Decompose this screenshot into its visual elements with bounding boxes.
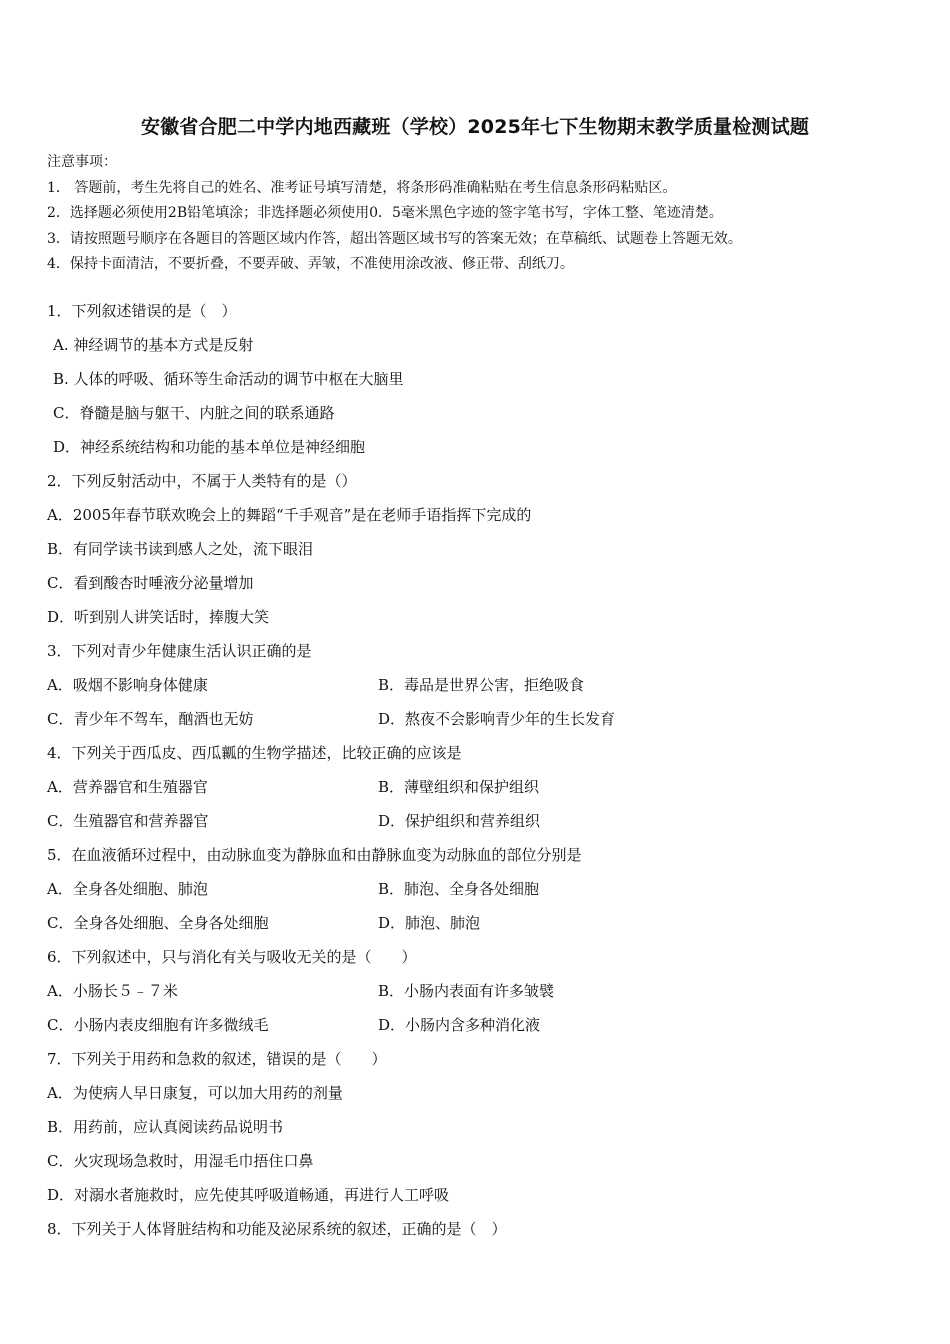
page-title: 安徽省合肥二中学内地西藏班（学校）2025年七下生物期末教学质量检测试题 <box>140 116 810 138</box>
question-option: B．肺泡、全身各处细胞 <box>378 880 540 898</box>
question-option: D．肺泡、肺泡 <box>378 914 481 932</box>
notice-item: 2．选择题必须使用2B铅笔填涂；非选择题必须使用0．5毫米黑色字迹的签字笔书写，字体工整、笔迹清楚。 <box>47 205 723 221</box>
notice-item: 3．请按照题号顺序在各题目的答题区域内作答，超出答题区域书写的答案无效；在草稿纸、试题卷上答题无效。 <box>47 230 742 247</box>
question-option: C．小肠内表皮细胞有许多微绒毛 <box>47 1016 269 1034</box>
option-row <box>47 806 927 840</box>
question-option: D．神经系统结构和功能的基本单位是神经细胞 <box>53 438 366 456</box>
question-stem: 1．下列叙述错误的是（ ） <box>47 302 237 320</box>
question-option: B. 人体的呼吸、循环等生命活动的调节中枢在大脑里 <box>53 370 404 388</box>
option-row <box>47 670 927 704</box>
question-option: A．小肠长５﹣７米 <box>47 982 178 1000</box>
question-option: D．小肠内含多种消化液 <box>378 1016 541 1034</box>
notice-item: 4．保持卡面清洁，不要折叠，不要弄破、弄皱，不准使用涂改液、修正带、刮纸刀。 <box>47 256 574 272</box>
question-option: C．火灾现场急救时，用湿毛巾捂住口鼻 <box>47 1152 314 1170</box>
question-option: B．有同学读书读到感人之处，流下眼泪 <box>47 540 314 558</box>
question-option: C．全身各处细胞、全身各处细胞 <box>47 914 269 932</box>
question-option: B．用药前，应认真阅读药品说明书 <box>47 1118 284 1136</box>
question-option: D．保护组织和营养组织 <box>378 812 541 830</box>
question-option: A．营养器官和生殖器官 <box>47 778 208 796</box>
question-option: A．2005年春节联欢晚会上的舞蹈“千手观音”是在老师手语指挥下完成的 <box>47 506 532 524</box>
option-row <box>47 772 927 806</box>
question-stem: 2．下列反射活动中，不属于人类特有的是（） <box>47 472 357 490</box>
option-row <box>47 874 927 908</box>
question-option: C．生殖器官和营养器官 <box>47 812 209 830</box>
question-option: B．薄壁组织和保护组织 <box>378 778 540 796</box>
question-stem: 8．下列关于人体肾脏结构和功能及泌尿系统的叙述，正确的是（ ） <box>47 1220 507 1238</box>
question-option: B．小肠内表面有许多皱襞 <box>378 982 555 1000</box>
question-stem: 6．下列叙述中，只与消化有关与吸收无关的是（ ） <box>47 948 417 966</box>
question-stem: 5．在血液循环过程中，由动脉血变为静脉血和由静脉血变为动脉血的部位分别是 <box>47 846 582 864</box>
option-row <box>47 1010 927 1044</box>
question-stem: 3．下列对青少年健康生活认识正确的是 <box>47 642 312 660</box>
question-option: C．脊髓是脑与躯干、内脏之间的联系通路 <box>53 404 335 422</box>
question-option: C．看到酸杏时唾液分泌量增加 <box>47 574 254 592</box>
option-row <box>47 976 927 1010</box>
question-option: C．青少年不驾车，酗酒也无妨 <box>47 710 254 728</box>
question-option: A. 神经调节的基本方式是反射 <box>53 336 254 354</box>
question-option: B．毒品是世界公害，拒绝吸食 <box>378 676 585 694</box>
option-row <box>47 704 927 738</box>
question-option: D．熬夜不会影响青少年的生长发育 <box>378 710 616 728</box>
question-option: A．为使病人早日康复，可以加大用药的剂量 <box>47 1084 343 1102</box>
notice-section <box>47 150 927 278</box>
notice-item: 1． 答题前，考生先将自己的姓名、准考证号填写清楚，将条形码准确粘贴在考生信息条形码粘贴区。 <box>47 179 677 196</box>
question-option: D．听到别人讲笑话时，捧腹大笑 <box>47 608 270 626</box>
option-row <box>47 908 927 942</box>
notice-heading: 注意事项： <box>47 154 117 170</box>
question-list <box>47 296 927 1248</box>
question-option: A．吸烟不影响身体健康 <box>47 676 208 694</box>
question-stem: 4．下列关于西瓜皮、西瓜瓤的生物学描述，比较正确的应该是 <box>47 744 462 762</box>
question-option: A．全身各处细胞、肺泡 <box>47 880 208 898</box>
question-option: D．对溺水者施救时，应先使其呼吸道畅通，再进行人工呼吸 <box>47 1186 450 1204</box>
question-stem: 7．下列关于用药和急救的叙述，错误的是（ ） <box>47 1050 387 1068</box>
